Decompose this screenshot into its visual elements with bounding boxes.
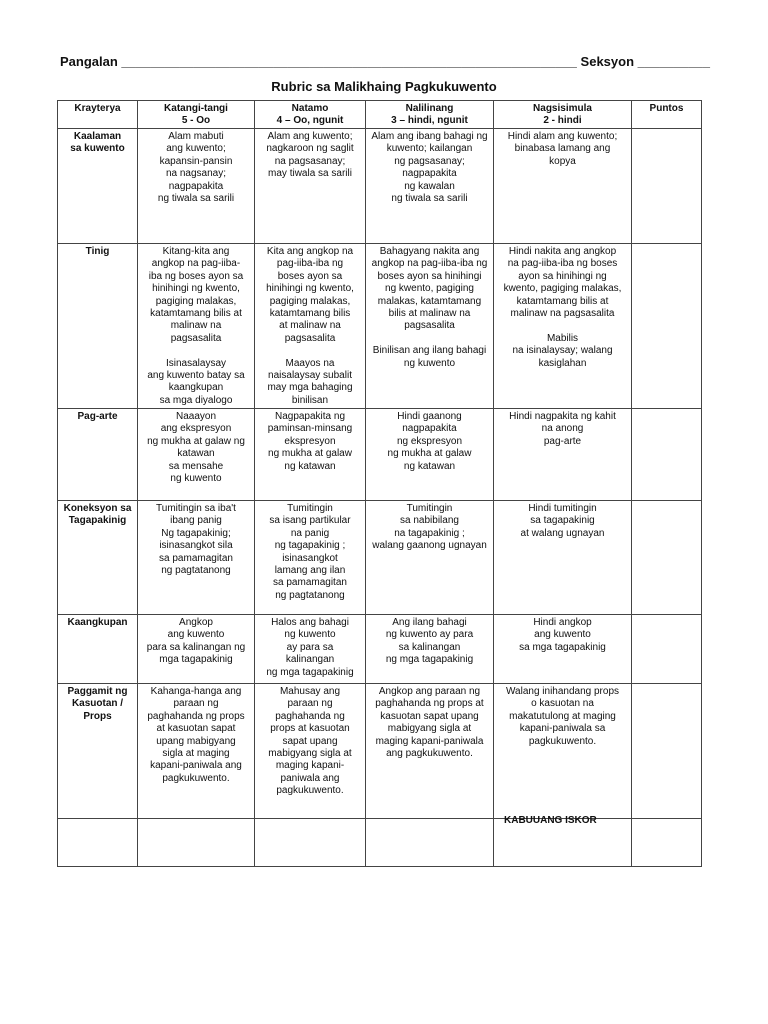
column-header-criteria [58,101,138,129]
descriptor-line: sa kuwento [70,143,125,155]
descriptor-cell [138,501,255,615]
descriptor-line: paghahanda ng props at [375,698,484,710]
descriptor-line: Mabilis [546,332,579,344]
column-header-line: 5 - Oo [181,115,211,127]
descriptor-line: mabigyang sigla at [268,748,352,760]
descriptor-line: sa kalinangan [398,641,461,653]
descriptor-line: Tumitingin [406,503,453,514]
rubric-body [58,129,702,867]
empty-cell [58,819,138,867]
descriptor-line: Hindi nakita ang angkop [508,246,617,257]
descriptor-line: sapat upang [282,735,338,747]
descriptor-line: kuwento; kailangan [386,143,473,155]
descriptor-line: Hindi gaanong [397,411,462,422]
descriptor-line: Pag-arte [77,411,118,422]
descriptor-line: ng mukha at galaw ng [147,435,245,447]
descriptor-line: ang pagkukuwento. [386,748,473,760]
descriptor-line: ng kuwento [284,629,336,641]
descriptor-line: angkop na pag-iiba-iba ng [371,258,488,270]
descriptor-cell [494,409,632,501]
descriptor-line: para sa kalinangan ng [146,641,246,653]
descriptor-line: ng tagapakinig ; [274,540,346,552]
descriptor-line: Hindi nagpakita ng kahit [509,411,616,422]
name-label: Pangalan [60,54,118,69]
column-header-line: 2 - hindi [543,115,582,127]
descriptor-line: Maayos na [285,357,335,369]
descriptor-line: paraan ng [287,698,333,710]
column-header-excellent [138,101,255,129]
descriptor-cell [138,615,255,684]
descriptor-line: Alam mabuti [168,131,224,142]
empty-cell [138,819,255,867]
descriptor-line: pagsasalita [170,332,222,344]
criterion-cell [58,501,138,615]
empty-cell [366,819,494,867]
descriptor-cell [494,684,632,819]
descriptor-line: hinihingi ng kwento, [152,283,240,295]
descriptor-line: Hindi angkop [533,617,592,628]
descriptor-line: Paggamit ng [67,686,128,697]
descriptor-line: katamtamang bilis at [516,295,609,307]
descriptor-line: kaangkupan [168,382,224,394]
descriptor-line: Ng tagapakinig; [161,527,231,539]
descriptor-line: Kaangkupan [67,617,128,628]
descriptor-line: upang mabigyang [156,735,236,747]
descriptor-line: malinaw na [170,320,222,332]
page-title: Rubric sa Malikhaing Pagkukuwento [271,79,497,94]
descriptor-line: mga tagapakinig [159,654,233,666]
descriptor-line: ng katawan [284,460,336,472]
descriptor-line: binilisan [291,394,329,406]
criterion-cell [58,244,138,409]
descriptor-line: Hindi tumitingin [528,503,597,514]
descriptor-line: nagpapakita [168,180,224,192]
descriptor-line: kasiglahan [538,357,587,369]
points-cell[interactable] [632,244,702,409]
descriptor-line: maging kapani- [275,760,345,772]
descriptor-line: Props [83,710,112,722]
descriptor-cell [494,129,632,244]
descriptor-line: pagkukuwento. [162,772,230,784]
descriptor-line: binabasa lamang ang [514,143,611,155]
column-header-line: 3 – hindi, ngunit [391,115,468,127]
descriptor-line: lamang ang ilan [274,565,346,577]
points-cell[interactable] [632,501,702,615]
descriptor-line: sigla at maging [162,748,230,760]
descriptor-line: kapani-paniwala ang [150,760,242,772]
descriptor-line: ng tiwala sa sarili [391,193,468,205]
rubric-row-knowledge [58,129,702,244]
descriptor-line: ng ekspresyon [396,435,463,447]
descriptor-line: kopya [549,155,576,167]
descriptor-line: Koneksyon sa [63,503,132,514]
descriptor-line: Bahagyang nakita ang [379,246,480,257]
descriptor-line: at walang ugnayan [520,527,605,539]
descriptor-line: Naaayon [175,411,217,422]
descriptor-line: sa pamamagitan [273,577,347,589]
descriptor-line: ng tiwala sa sarili [157,193,235,205]
descriptor-line: ang kuwento batay sa [147,370,245,382]
descriptor-line: props at kasuotan [270,723,350,735]
descriptor-line: na anong [541,423,584,435]
descriptor-line: ng kuwento [403,357,456,369]
student-info-line [60,54,710,69]
column-header-beginning [494,101,632,129]
descriptor-line: ang ekspresyon [160,423,232,435]
descriptor-line: ibang panig [170,515,222,527]
descriptor-line: mabigyang sigla at [387,723,472,735]
descriptor-cell [366,615,494,684]
descriptor-cell [255,129,366,244]
descriptor-cell [138,129,255,244]
descriptor-line: Ang ilang bahagi [392,617,467,628]
descriptor-line: na panig [290,527,330,539]
points-cell[interactable] [632,684,702,819]
descriptor-line: Kaalaman [73,131,122,142]
descriptor-line: na pag-iiba-iba ng boses [507,258,618,270]
descriptor-line: ng pagtatanong [275,589,345,601]
name-field[interactable]: _______________________________________________________________ [121,54,577,69]
descriptor-line: Angkop ang paraan ng [378,686,481,697]
descriptor-cell [255,409,366,501]
column-header-line: Katangi-tangi [164,103,228,114]
descriptor-line: ng mukha at galaw [387,448,472,460]
criterion-cell [58,129,138,244]
descriptor-line: Alam ang ibang bahagi ng [371,131,488,142]
rubric-row-voice [58,244,702,409]
descriptor-line: malinaw na pagsasalita [510,308,615,320]
descriptor-cell [255,684,366,819]
descriptor-line: sa isang partikular [269,515,351,527]
descriptor-line: kapani-paniwala sa [519,723,606,735]
descriptor-line: na nagsanay; [165,168,227,180]
descriptor-cell [138,409,255,501]
descriptor-line: pagsasalita [404,320,455,332]
rubric-row-acting [58,409,702,501]
rubric-row-audience-connection [58,501,702,615]
descriptor-line: kasuotan sapat upang [380,710,479,722]
column-header-line: Nalilinang [405,103,454,114]
descriptor-line: ng pagtatanong [161,565,231,577]
descriptor-cell [255,615,366,684]
descriptor-line: Tagapakinig [68,515,127,527]
column-header-developing [366,101,494,129]
descriptor-line: kalinangan [285,654,335,666]
descriptor-line: Tumitingin [287,503,333,514]
empty-cell [255,819,366,867]
descriptor-line: kwento, pagiging malakas, [503,283,622,295]
points-cell[interactable] [632,129,702,244]
descriptor-line: maging kapani-paniwala [375,735,484,747]
descriptor-line: ang kuwento [167,629,225,641]
descriptor-line: isinasangkot [282,552,338,564]
descriptor-line: Isinasalaysay [165,357,227,369]
descriptor-line: at kasuotan sapat [156,723,236,735]
descriptor-line: ng kwento, pagiging [385,283,474,295]
descriptor-line: Tinig [85,246,110,257]
column-header-points [632,101,702,129]
descriptor-line: sa pamamagitan [159,552,233,564]
descriptor-line: sa mga diyalogo [159,394,233,406]
descriptor-line: ayon sa hinihingi ng [518,270,607,282]
descriptor-cell [138,684,255,819]
descriptor-line: ng kuwento ay para [385,629,474,641]
descriptor-line: malakas, katamtamang [377,295,482,307]
descriptor-line: pagiging malakas, [155,295,237,307]
descriptor-line: kapansin-pansin [159,155,233,167]
descriptor-line: nagkaroon ng saglit [266,143,354,155]
descriptor-line: walang gaanong ugnayan [372,540,487,552]
descriptor-line: ang kuwento [534,629,591,641]
descriptor-cell [366,409,494,501]
descriptor-line: ng mga tagapakinig [266,666,354,678]
descriptor-line: ng katawan [403,460,456,472]
rubric-table [57,100,702,867]
spacer [368,333,491,345]
descriptor-line: na isinalaysay; walang [512,345,613,357]
descriptor-line: ng pagsasanay; [394,155,465,167]
descriptor-cell [366,684,494,819]
descriptor-line: isinasangkot sila [159,540,233,552]
criterion-cell [58,684,138,819]
descriptor-line: ay para sa [286,641,334,653]
descriptor-line: paraan ng [173,698,219,710]
descriptor-line: paminsan-minsang [267,423,353,435]
descriptor-line: Kasuotan / [71,698,124,710]
header-row [58,101,702,129]
descriptor-line: may mga bahaging [267,382,353,394]
descriptor-cell [494,501,632,615]
column-header-line: 4 – Oo, ngunit [276,115,344,127]
descriptor-line: naisalaysay subalit [268,370,352,382]
descriptor-line: katawan [177,448,215,460]
rubric-row-props-costume [58,684,702,819]
descriptor-line: boses ayon sa [277,270,343,282]
descriptor-line: pagkukuwento. [276,785,344,797]
descriptor-line: Alam ang kuwento; [267,131,353,142]
spacer [257,345,363,357]
descriptor-line: Kita ang angkop na [266,246,354,257]
spacer [140,345,252,357]
total-score-label: KABUUANG ISKOR [504,815,597,826]
descriptor-line: katamtamang bilis [269,308,351,320]
descriptor-line: Binilisan ang ilang bahagi [372,345,487,357]
descriptor-line: Walang inihandang props [505,686,620,697]
criterion-cell [58,615,138,684]
descriptor-cell [494,615,632,684]
descriptor-line: nagpapakita [402,168,457,180]
descriptor-line: hinihingi ng kwento, [266,283,354,295]
descriptor-cell [255,501,366,615]
criterion-cell [58,409,138,501]
descriptor-line: pag-arte [543,435,582,447]
descriptor-line: nagpapakita [402,423,457,435]
descriptor-cell [255,244,366,409]
descriptor-line: Kahanga-hanga ang [150,686,242,697]
descriptor-line: ng kuwento [170,473,222,485]
descriptor-line: pagiging malakas, [269,295,351,307]
spacer [496,320,629,332]
descriptor-cell [366,244,494,409]
section-label: Seksyon [580,54,635,69]
descriptor-line: bilis at malinaw na [388,308,471,320]
descriptor-line: na tagapakinig ; [394,527,465,539]
descriptor-line: Tumitingin sa iba't [156,503,236,514]
descriptor-line: sa mensahe [168,460,224,472]
section-field[interactable]: __________ [637,54,710,69]
descriptor-line: katamtamang bilis at [150,308,242,320]
total-score-row [58,819,702,867]
descriptor-line: paghahanda ng props [147,710,245,722]
descriptor-line: makatutulong at maging [509,710,616,722]
points-cell[interactable] [632,409,702,501]
descriptor-line: na pagsasanay; [274,155,346,167]
descriptor-line: at malinaw na [279,320,341,332]
descriptor-cell [138,244,255,409]
descriptor-line: Hindi alam ang kuwento; [507,131,618,142]
descriptor-line: o kasuotan na [531,698,594,710]
points-cell[interactable] [632,615,702,684]
descriptor-line: ekspresyon [284,435,336,447]
descriptor-cell [366,501,494,615]
descriptor-line: sa mga tagapakinig [519,641,606,653]
descriptor-cell [494,244,632,409]
descriptor-line: ang kuwento; [166,143,226,155]
descriptor-line: pagkukuwento. [528,735,597,747]
descriptor-line: ng kawalan [404,180,455,192]
column-header-line: Krayterya [74,103,121,114]
descriptor-line: Nagpapakita ng [274,411,346,422]
descriptor-line: sa tagapakinig [530,515,595,527]
descriptor-line: Angkop [179,617,213,628]
descriptor-line: sa nabibilang [400,515,459,527]
descriptor-line: ng mga tagapakinig [385,654,474,666]
column-header-achieved [255,101,366,129]
column-header-line: Nagsisimula [533,103,592,114]
descriptor-line: paghahanda ng [275,710,345,722]
column-header-line: Natamo [291,103,329,114]
total-points-cell[interactable] [632,819,702,867]
descriptor-line: iba ng boses ayon sa [148,270,244,282]
descriptor-line: may tiwala sa sarili [268,168,352,180]
descriptor-line: Halos ang bahagi [271,617,349,628]
descriptor-line: boses ayon sa hinihingi [377,270,482,282]
descriptor-line: paniwala ang [280,772,340,784]
descriptor-line: angkop na pag-iiba- [151,258,241,270]
descriptor-line: ng mukha at galaw [268,448,352,460]
descriptor-line: pagsasalita [284,332,336,344]
column-header-line: Puntos [649,103,684,114]
descriptor-line: pag-iiba-iba ng [276,258,344,270]
descriptor-line: Mahusay ang [279,686,341,697]
descriptor-line: Kitang-kita ang [162,246,230,257]
rubric-row-appropriateness [58,615,702,684]
descriptor-cell [366,129,494,244]
